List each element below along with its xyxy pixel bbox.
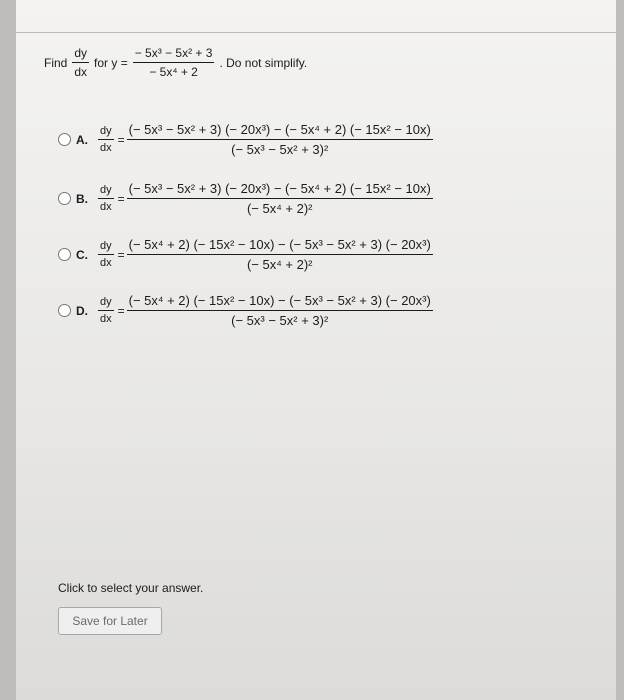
dx-text: dx <box>100 142 112 154</box>
dy-text: dy <box>74 46 88 60</box>
derivative-denominator: (− 5x⁴ + 2)² <box>246 257 313 272</box>
function-fraction <box>133 46 215 79</box>
dx-text: dx <box>100 313 112 325</box>
option-label: A. <box>76 132 88 147</box>
dy-dx-fraction <box>98 296 114 325</box>
equals-sign: = <box>117 132 125 147</box>
radio-button-a[interactable] <box>58 133 71 146</box>
equals-sign: = <box>117 191 125 206</box>
instruction-text: . Do not simplify. <box>219 55 308 70</box>
save-for-later-button[interactable]: Save for Later <box>58 607 162 635</box>
question-panel <box>16 0 616 700</box>
option-d[interactable] <box>58 293 433 328</box>
derivative-fraction <box>127 237 433 272</box>
divider <box>16 32 616 33</box>
function-numerator: − 5x³ − 5x² + 3 <box>134 46 213 60</box>
question-prompt <box>44 46 307 79</box>
status-text: Click to select your answer. <box>58 581 204 595</box>
derivative-numerator: (− 5x⁴ + 2) (− 15x² − 10x) − (− 5x³ − 5x² + 3) (− 20x³) <box>128 293 431 308</box>
option-a[interactable] <box>58 122 433 157</box>
equals-sign: = <box>117 247 125 262</box>
derivative-numerator: (− 5x³ − 5x² + 3) (− 20x³) − (− 5x⁴ + 2) (− 15x² − 10x) <box>128 181 431 196</box>
option-label: D. <box>76 303 88 318</box>
equals-sign: = <box>117 303 125 318</box>
for-y-label: for y = <box>94 55 128 70</box>
find-label: Find <box>44 55 68 70</box>
derivative-denominator: (− 5x⁴ + 2)² <box>246 201 313 216</box>
dy-dx-fraction <box>98 240 114 269</box>
dy-dx-fraction <box>98 125 114 154</box>
radio-button-b[interactable] <box>58 192 71 205</box>
derivative-fraction <box>127 181 433 216</box>
dy-dx-fraction <box>72 46 89 79</box>
option-b[interactable] <box>58 181 433 216</box>
derivative-numerator: (− 5x³ − 5x² + 3) (− 20x³) − (− 5x⁴ + 2) (− 15x² − 10x) <box>128 122 431 137</box>
dy-text: dy <box>100 296 112 308</box>
dx-text: dx <box>74 65 88 79</box>
dy-text: dy <box>100 240 112 252</box>
derivative-numerator: (− 5x⁴ + 2) (− 15x² − 10x) − (− 5x³ − 5x² + 3) (− 20x³) <box>128 237 431 252</box>
option-label: B. <box>76 191 88 206</box>
option-label: C. <box>76 247 88 262</box>
dy-text: dy <box>100 125 112 137</box>
derivative-denominator: (− 5x³ − 5x² + 3)² <box>231 313 329 328</box>
radio-button-d[interactable] <box>58 304 71 317</box>
function-denominator: − 5x⁴ + 2 <box>149 65 198 79</box>
dx-text: dx <box>100 201 112 213</box>
derivative-denominator: (− 5x³ − 5x² + 3)² <box>231 142 329 157</box>
derivative-fraction <box>127 293 433 328</box>
option-c[interactable] <box>58 237 433 272</box>
dy-text: dy <box>100 184 112 196</box>
dy-dx-fraction <box>98 184 114 213</box>
derivative-fraction <box>127 122 433 157</box>
dx-text: dx <box>100 257 112 269</box>
radio-button-c[interactable] <box>58 248 71 261</box>
